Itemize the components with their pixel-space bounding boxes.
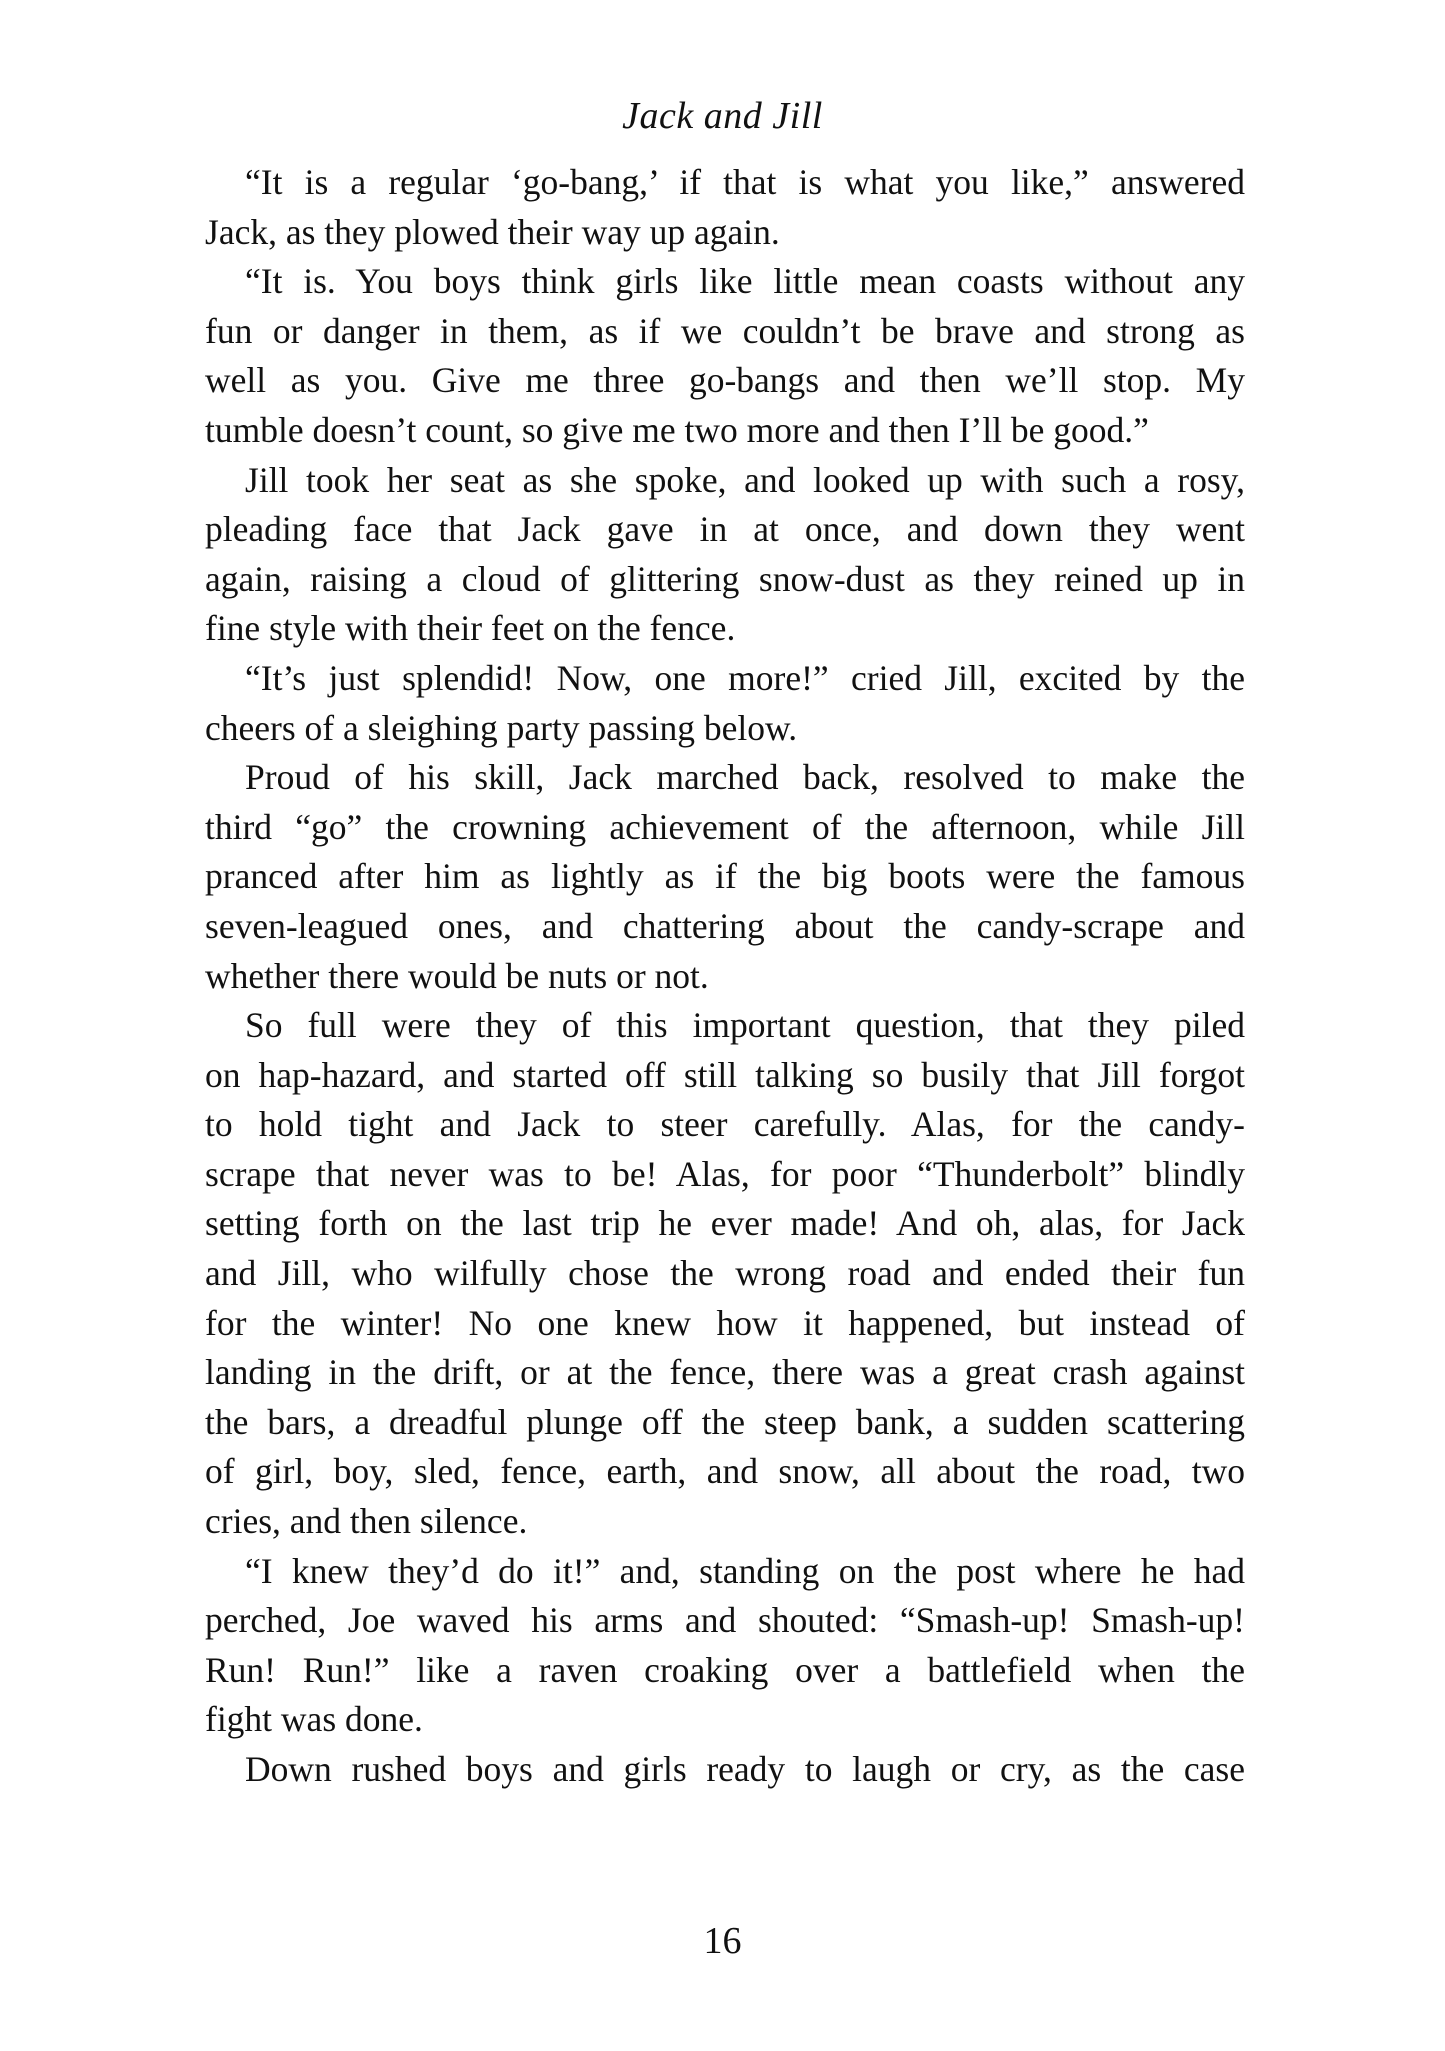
text-line: again, raising a cloud of glittering snow-dust as they reined up in (205, 558, 1245, 599)
text-line: for the winter! No one knew how it happened, but instead of (205, 1302, 1245, 1343)
text-line: well as you. Give me three go-bangs and then we’ll stop. My (205, 360, 1245, 401)
text-line: third “go” the crowning achievement of the afternoon, while Jill (205, 806, 1245, 847)
text-line: Proud of his skill, Jack marched back, resolved to make the (245, 757, 1245, 798)
text-line: “I knew they’d do it!” and, standing on the post where he had (245, 1550, 1245, 1591)
text-line: Run! Run!” like a raven croaking over a battlefield when the (205, 1649, 1245, 1690)
text-line: perched, Joe waved his arms and shouted: “Smash-up! Smash-up! (205, 1600, 1245, 1641)
text-line: pleading face that Jack gave in at once, and down they went (205, 509, 1245, 550)
text-line: and Jill, who wilfully chose the wrong road and ended their fun (205, 1253, 1245, 1294)
text-line: Down rushed boys and girls ready to laugh or cry, as the case (245, 1749, 1245, 1789)
text-line: “It’s just splendid! Now, one more!” cried Jill, excited by the (245, 657, 1245, 698)
text-line: landing in the drift, or at the fence, there was a great crash against (205, 1352, 1245, 1393)
text-line: So full were they of this important question, that they piled (245, 1005, 1245, 1046)
text-line: to hold tight and Jack to steer carefully. Alas, for the candy- (205, 1104, 1245, 1145)
text-line: cheers of a sleighing party passing below. (205, 707, 798, 748)
text-line: pranced after him as lightly as if the big boots were the famous (205, 856, 1245, 897)
text-line: whether there would be nuts or not. (205, 955, 709, 996)
body-text (205, 158, 1245, 1795)
text-line: seven-leagued ones, and chattering about the candy-scrape and (205, 905, 1245, 946)
text-line: on hap-hazard, and started off still talking so busily that Jill forgot (205, 1054, 1245, 1095)
text-line: cries, and then silence. (205, 1501, 528, 1542)
text-line: of girl, boy, sled, fence, earth, and snow, all about the road, two (205, 1451, 1245, 1492)
text-line: “It is a regular ‘go-bang,’ if that is what you like,” answered (245, 162, 1245, 202)
text-line: Jill took her seat as she spoke, and looked up with such a rosy, (245, 459, 1245, 500)
text-line: “It is. You boys think girls like little mean coasts without any (245, 261, 1245, 302)
text-line: tumble doesn’t count, so give me two more and then I’ll be good.” (205, 409, 1149, 450)
text-line: setting forth on the last trip he ever made! And oh, alas, for Jack (205, 1203, 1245, 1244)
text-line: the bars, a dreadful plunge off the steep bank, a sudden scattering (205, 1401, 1245, 1442)
text-line: fine style with their feet on the fence. (205, 608, 736, 649)
text-line: fun or danger in them, as if we couldn’t be brave and strong as (205, 310, 1245, 351)
text-line: Jack, as they plowed their way up again. (205, 211, 780, 252)
running-title: Jack and Jill (622, 95, 823, 137)
text-line: fight was done. (205, 1699, 423, 1740)
page-number: 16 (703, 1920, 742, 1962)
text-line: scrape that never was to be! Alas, for poor “Thunderbolt” blindly (205, 1153, 1245, 1194)
